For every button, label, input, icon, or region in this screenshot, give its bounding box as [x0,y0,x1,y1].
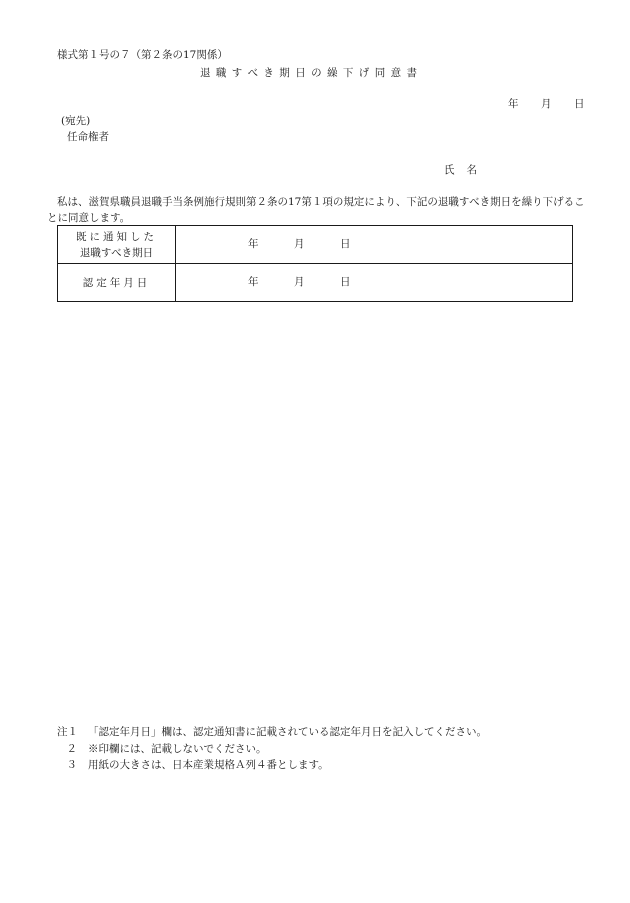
note-number: ３ [66,759,77,771]
date-month-label: 月 [541,98,552,110]
form-number: 様式第１号の７（第２条の17関係） [57,49,228,61]
consent-table [57,225,573,302]
notes-block [57,724,487,774]
notified-date-label-cell [58,226,176,264]
addressee-label: (宛先) [61,115,91,127]
note-item [57,741,487,758]
date-day-label: 日 [574,98,585,110]
note-text: 用紙の大きさは、日本産業規格Ａ列４番とします。 [88,759,329,771]
signature-name-label [444,164,477,177]
addressee-name: 任命権者 [67,131,109,143]
table-row [58,264,573,302]
table-row [58,226,573,264]
date-line [508,98,585,111]
notified-year-label: 年 [248,238,259,251]
consent-statement: 私は、滋賀県職員退職手当条例施行規則第２条の17第１項の規定により、下記の退職すべき期日を繰り下げることに同意します。 [47,196,585,224]
note-number: ２ [66,742,77,755]
note-text: ※印欄には、記載しないでください。 [88,742,267,755]
document-title: 退職すべき期日の繰下げ同意書 [200,67,423,79]
notified-date-value-cell[interactable] [176,226,573,264]
note-item [57,724,487,741]
notified-day-label: 日 [340,238,351,251]
approval-month-label: 月 [294,276,305,289]
name-label-part-1: 氏 [444,164,455,176]
note-text: 「認定年月日」欄は、認定通知書に記載されている認定年月日を記入してください。 [88,726,487,738]
approval-year-label: 年 [248,276,259,289]
note-number: 注１ [57,726,78,738]
note-item [57,757,487,774]
notified-date-label-line2: 退職すべき期日 [79,246,154,259]
name-label-part-2: 名 [466,164,477,176]
approval-date-value-cell[interactable] [176,264,573,302]
notified-date-label-line1: 既に通知した [76,230,157,243]
approval-date-label: 認定年月日 [82,276,151,289]
approval-date-label-cell [58,264,176,302]
date-year-label: 年 [508,98,519,110]
approval-day-label: 日 [340,276,351,289]
notified-month-label: 月 [294,238,305,251]
